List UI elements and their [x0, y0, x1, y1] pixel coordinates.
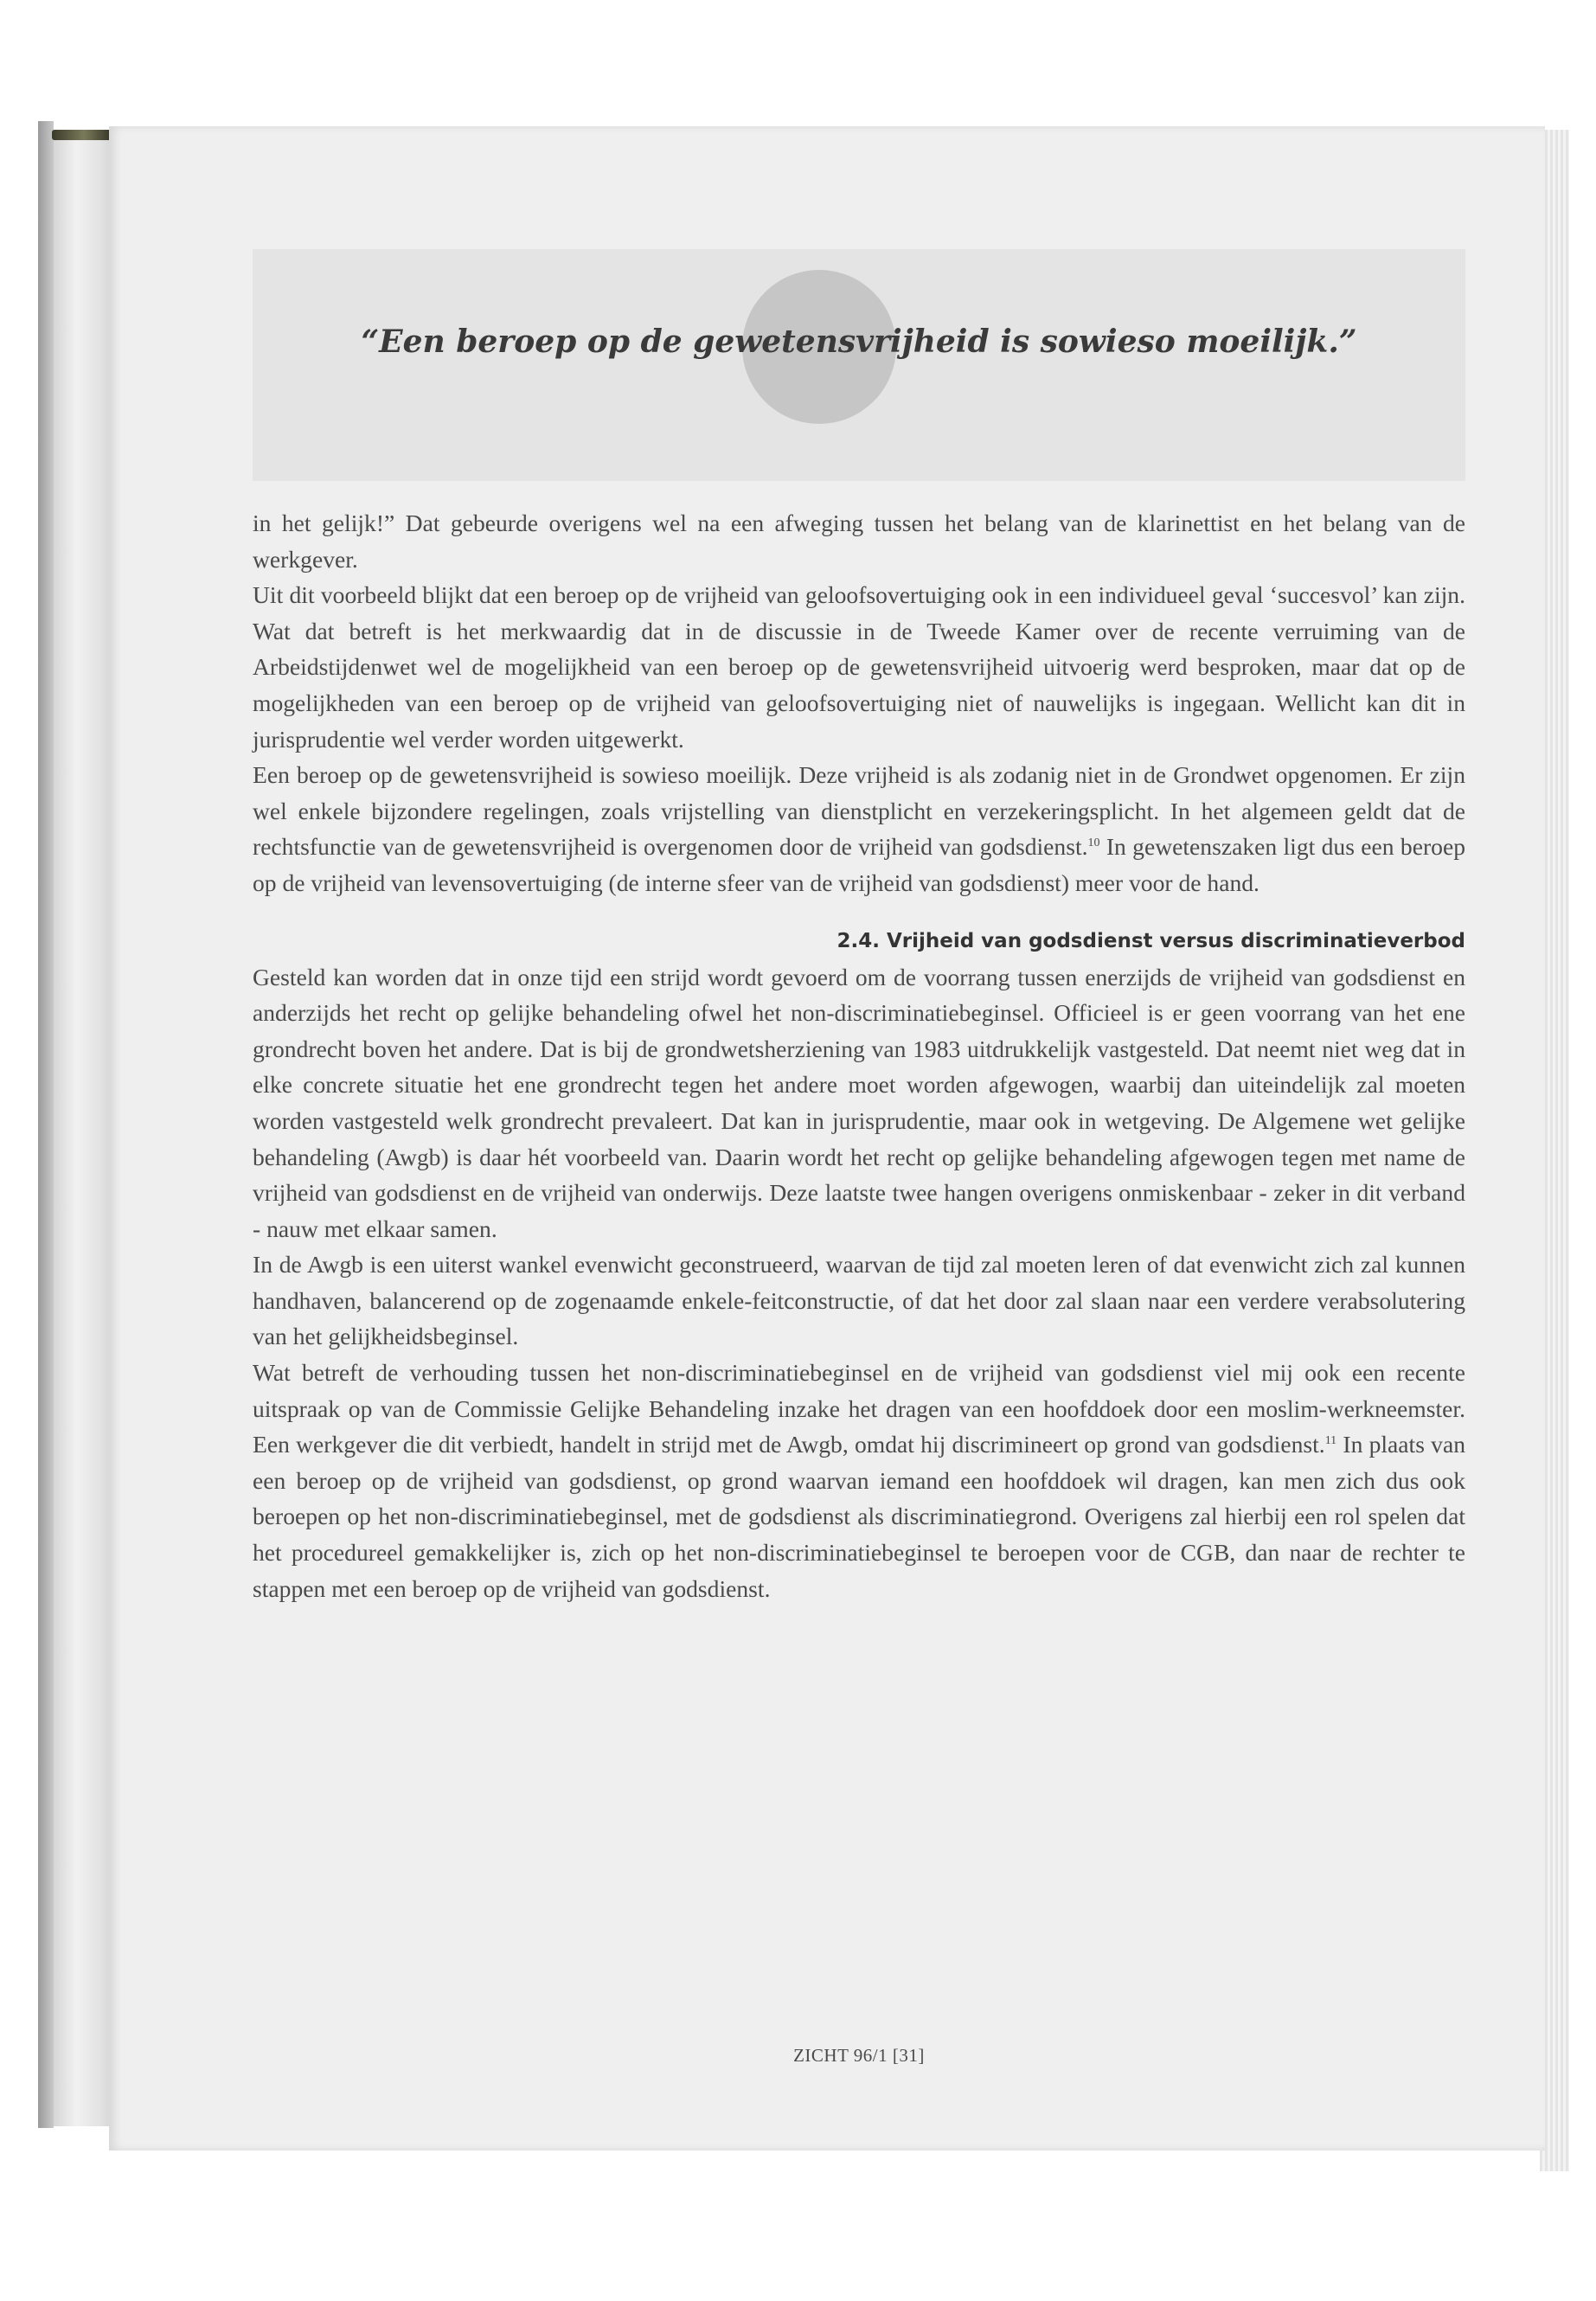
paragraph: Gesteld kan worden dat in onze tijd een strijd wordt gevoerd om de voorrang tussen enerzijds de vrijheid van godsdienst en anderzijds het recht op gelijke behandeling ofwel het non-discriminatiebeginsel. Officieel is er geen voorrang van het ene grondrecht boven het andere. Dat is bij de grondwetsherziening van 1983 uitdrukkelijk vastgesteld. Dat neemt niet weg dat in elke concrete situatie het ene grondrecht tegen het andere moet worden afgewogen, waarbij dan uiteindelijk zal moeten worden vastgesteld welk grondrecht prevaleert. Dat kan in jurisprudentie, maar ook in wetgeving. De Algemene wet gelijke behandeling (Awgb) is daar hét voorbeeld van. Daarin wordt het recht op gelijke behandeling afgewogen tegen met name de vrijheid van godsdienst en de vrijheid van onderwijs. Deze laatste twee hangen overigens onmiskenbaar - zeker in dit verband - nauw met elkaar samen.	[253, 963, 1465, 1242]
paragraph: Wat betreft de verhouding tussen het non-discriminatiebeginsel en de vrijheid van godsdienst viel mij ook een recente uitspraak op van de Commissie Gelijke Behandeling inzake het dragen van een hoofddoek door een moslim-werkneemster. Een werkgever die dit verbiedt, handelt in strijd met de Awgb, omdat hij discrimineert op grond van godsdienst.$^{11}$ In plaats van een beroep op de vrijheid van godsdienst, op grond waarvan iemand een hoofddoek wil dragen, kan men zich dus ook beroepen op het non-discriminatiebeginsel, met de godsdienst als discriminatiegrond. Overigens zal hierbij een rol spelen dat het procedureel gemakkelijker is, zich op het non-discriminatiebeginsel te beroepen voor de CGB, dan naar de rechter te stappen met een beroep op de vrijheid van godsdienst.	[253, 1359, 1466, 1602]
paragraph: in het gelijk!” Dat gebeurde overigens wel na een afweging tussen het belang van de klarinettist en het belang van de werkgever.	[253, 510, 1465, 573]
paragraph: In de Awgb is een uiterst wankel evenwicht geconstrueerd, waarvan de tijd zal moeten leren of dat evenwicht zich zal kunnen handhaven, balancerend op de zogenaamde enkele-feitconstructie, of dat het door zal slaan naar een verdere verabsolutering van het gelijkheidsbeginsel.	[253, 1251, 1465, 1350]
binding-clip	[52, 130, 116, 140]
footnote-marker: 11	[1324, 1434, 1337, 1448]
page-footer: ZICHT 96/1 [31]	[793, 2045, 925, 2066]
article-body	[253, 505, 1465, 1606]
book-spine	[38, 121, 54, 2128]
section-heading: 2.4. Vrijheid van godsdienst versus discriminatieverbod	[836, 929, 1465, 952]
pull-quote: “Een beroep op de gewetensvrijheid is sowieso moeilijk.”	[361, 324, 1357, 360]
paragraph: Uit dit voorbeeld blijkt dat een beroep op de vrijheid van geloofsovertuiging ook in een individueel geval ‘succesvol’ kan zijn. Wat dat betreft is het merkwaardig dat in de discussie in de Tweede Kamer over de recente verruiming van de Arbeidstijdenwet wel de mogelijkheid van een beroep op de gewetensvrijheid uitvoerig werd besproken, maar dat op de mogelijkheden van een beroep op de vrijheid van geloofsovertuiging niet of nauwelijks is ingegaan. Wellicht kan dit in jurisprudentie wel verder worden uitgewerkt.	[253, 581, 1465, 753]
paragraph: Een beroep op de gewetensvrijheid is sowieso moeilijk. Deze vrijheid is als zodanig niet in de Grondwet opgenomen. Er zijn wel enkele bijzondere regelingen, zoals vrijstelling van dienstplicht en verzekeringsplicht. In het algemeen geldt dat de rechtsfunctie van de gewetensvrijheid is overgenomen door de vrijheid van godsdienst.$^{10}$ In gewetenszaken ligt dus een beroep op de vrijheid van levensovertuiging (de interne sfeer van de vrijheid van godsdienst) meer voor de hand.	[253, 761, 1465, 896]
footnote-marker: 10	[1087, 836, 1100, 850]
